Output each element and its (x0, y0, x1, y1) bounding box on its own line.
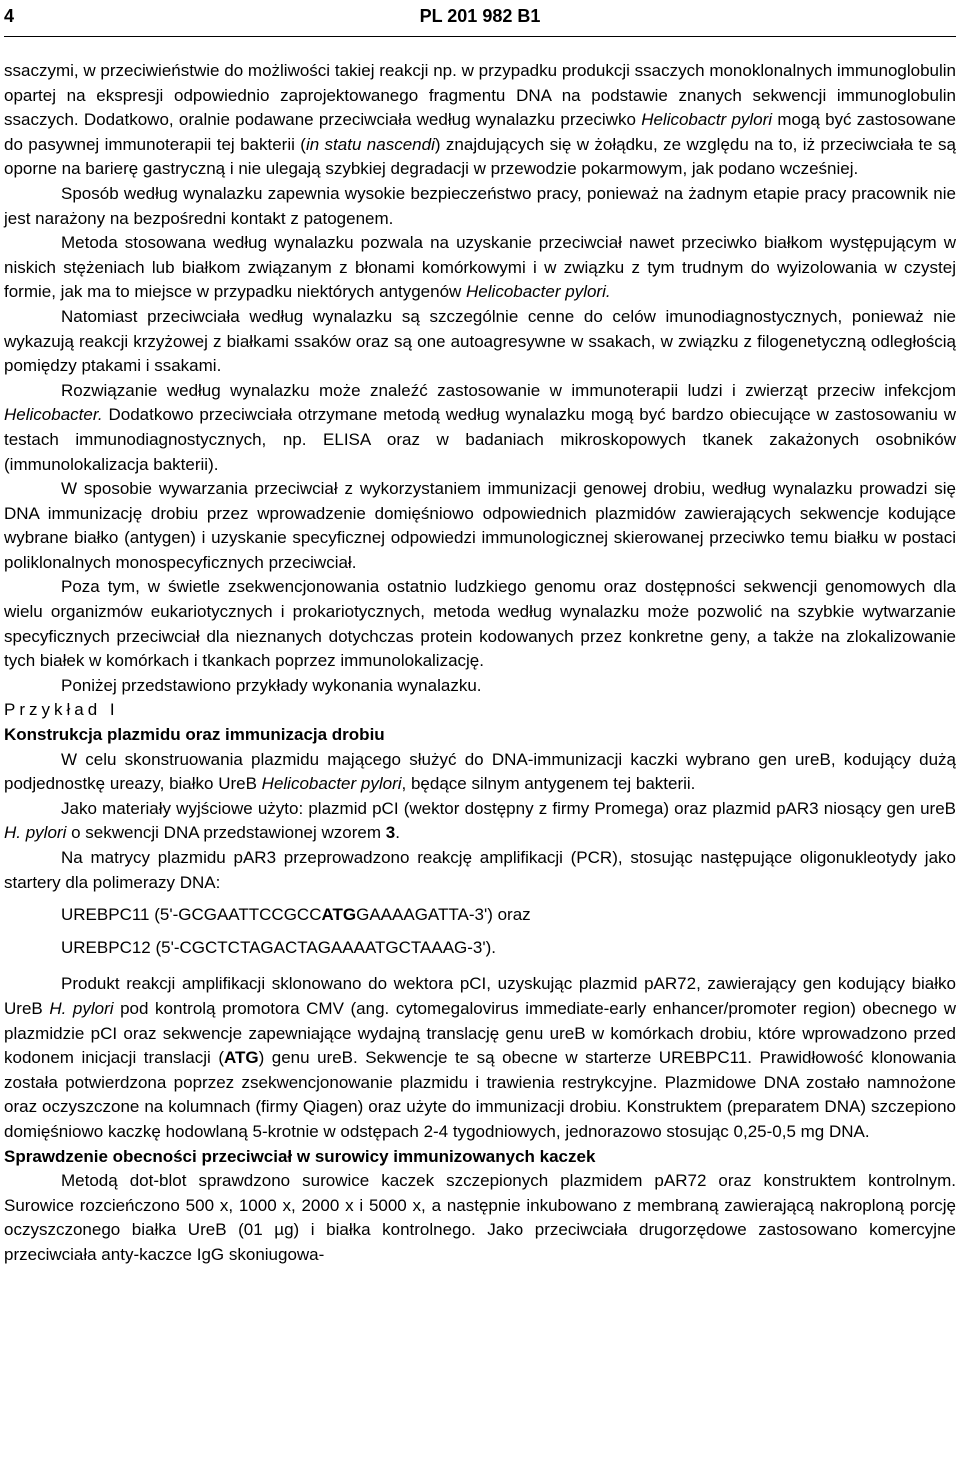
paragraph (4, 379, 956, 477)
paragraph (4, 575, 956, 673)
italic-text: H. pylori (4, 823, 67, 843)
text-run: UREBPC11 (5'-GCGAATTCCGCC (61, 905, 322, 925)
text-run: Dodatkowo przeciwciała otrzymane metodą według wynalazku mogą być bardzo obiecujące w zastosowaniu w testach immunodiagnostycznych, np. ELISA oraz w badaniach mikroskopowych tkanek zakażonych osobników (immunolokalizacja bakterii). (4, 405, 956, 474)
italic-text: Helicobacter pylori (261, 774, 402, 794)
bold-text: ATG (223, 1048, 259, 1068)
paragraph (4, 748, 956, 797)
italic-text: Helicobacter. (4, 405, 103, 425)
italic-text: in statu nascendi (305, 134, 435, 154)
text-run: Poniżej przedstawiono przykłady wykonania wynalazku. (61, 675, 482, 695)
paragraph (4, 972, 956, 1144)
text-run: o sekwencji DNA przedstawionej wzorem (66, 823, 386, 843)
text-run: ) genu ureB. Sekwencje te są obecne w starterze UREBPC11. Prawidłowość klonowania została potwierdzona poprzez zsekwencjonowanie plazmidu i trawienia restrykcyjne. Plazmidowe DNA zostało namnożone oraz oczyszczone na kolumnach (firmy Qiagen) oraz użyte do immunizacji drobiu. Konstruktem (preparatem DNA) szczepiono domięśniowo kaczkę hodowlaną 5-krotnie w odstępach 2-4 tygodniowych, jednorazowo stosując 0,25-0,5 mg DNA. (4, 1048, 956, 1141)
text-run: Natomiast przeciwciała według wynalazku są szczególnie cenne do celów imunodiagnostycznych, ponieważ nie wykazują reakcji krzyżowej z białkami ssaków oraz są one autoagresywne w ssakach, w związku z filogenetyczną odległością pomiędzy ptakami i ssakami. (4, 306, 956, 376)
italic-text: Helicobactr pylori (641, 110, 773, 130)
paragraphs-block-3 (4, 972, 956, 1144)
text-run: mogą być zastosowane do pasywnej immunoterapii tej bakterii ( (4, 110, 957, 154)
text-run: Rozwiązanie według wynalazku może znaleźć zastosowanie w immunoterapii ludzi i zwierząt przeciw infekcjom (61, 380, 956, 400)
text-run: UREBPC12 (5'-CGCTCTAGACTAGAAAATGCTAAAG-3'). (61, 937, 497, 957)
paragraph (4, 231, 956, 305)
text-run: Jako materiały wyjściowe użyto: plazmid pCI (wektor dostępny z firmy Promega) oraz plazmid pAR3 niosący gen ureB (61, 798, 956, 818)
text-run: . (395, 823, 400, 843)
text-run: ) znajdujących się w żołądku, ze względu na to, iż przeciwciała te są oporne na barierę gastryczną i nie ulegają szybkiej degradacji w przewodzie pokarmowym, jak podano wcześniej. (4, 134, 956, 179)
bold-text: ATG (321, 905, 357, 925)
primer-list (4, 903, 956, 960)
patent-id: PL 201 982 B1 (419, 6, 541, 26)
text-run: W sposobie wywarzania przeciwciał z wykorzystaniem immunizacji genowej drobiu, według wynalazku prowadzi się DNA immunizację drobiu przez wprowadzenie domięśniowo odpowiednich plazmidów zawierających sekwencje kodujące wybrane białko (antygen) i uzyskanie specyficznej odpowiedzi immunologicznej skierowanej przeciwko temu białku w postaci poliklonalnych monospecyficznych przeciwciał. (4, 479, 956, 572)
text-run: pod kontrolą promotora CMV (ang. cytomegalovirus immediate-early enhancer/promoter region) obecnego w plazmidzie pCI oraz sekwencje zapewniające wydajną translację genu ureB w komórkach drobiu, które wprowadzono przed kodonem inicjacji translacji ( (4, 998, 956, 1068)
text-run: Metodą dot-blot sprawdzono surowice kaczek szczepionych plazmidem pAR72 oraz konstruktem kontrolnym. Surowice rozcieńczono 500 x, 1000 x, 2000 x i 5000 x, a następnie inkubowano z membraną zawierającą nakroploną porcję oczyszczonego białka UreB (01 µg) i białka kontrolnego. Jako przeciwciała drugorzędowe zastosowano komercyjne przeciwciała anty-kaczce IgG skoniugowa- (4, 1171, 956, 1264)
text-run: , będące silnym antygenem tej bakterii. (401, 774, 696, 794)
primer-sequence (4, 903, 956, 928)
paragraphs-block-4 (4, 1169, 956, 1267)
section-title-1: Konstrukcja plazmidu oraz immunizacja drobiu (4, 725, 385, 745)
italic-text: Helicobacter pylori. (466, 282, 611, 302)
text-run: Sposób według wynalazku zapewnia wysokie bezpieczeństwo pracy, ponieważ na żadnym etapie pracy pracownik nie jest narażony na bezpośredni kontakt z patogenem. (4, 183, 956, 228)
paragraph (4, 305, 956, 379)
paragraph (4, 674, 956, 699)
paragraph (4, 477, 956, 575)
text-run: Na matrycy plazmidu pAR3 przeprowadzono reakcję amplifikacji (PCR), stosując następujące oligonukleotydy jako startery dla polimerazy DNA: (4, 848, 956, 892)
text-run: ssaczymi, w przeciwieństwie do możliwości takiej reakcji np. w przypadku produkcji ssaczych monoklonalnych immunoglobulin opartej na ekspresji odpowiednio zaprojektowanego fragmentu DNA na podstawie znanych sekwencji immunoglobulin ssaczych. Dodatkowo, oralnie podawane przeciwciała według wynalazku przeciwko (4, 61, 956, 130)
text-run: GAAAAGATTA-3') oraz (356, 905, 531, 925)
paragraph (4, 1169, 956, 1267)
primer-sequence (4, 936, 956, 961)
text-run: Produkt reakcji amplifikacji sklonowano do wektora pCI, uzyskując plazmid pAR72, zawierający gen kodujący białko UreB (4, 974, 956, 1018)
page-header (4, 0, 956, 37)
paragraph (4, 846, 956, 895)
text-run: Poza tym, w świetle zsekwencjonowania ostatnio ludzkiego genomu oraz dostępności sekwencji genomowych dla wielu organizmów eukariotycznych i prokariotycznych, metoda według wynalazku może pozwolić na szybkie wytwarzanie specyficznych przeciwciał dla nieznanych dotychczas protein kodowanych przez konkretne geny, a także na zlokalizowanie tych białek w komórkach i tkankach poprzez immunolokalizację. (4, 577, 956, 671)
paragraph (4, 59, 956, 182)
document-body (4, 37, 956, 1268)
paragraph (4, 182, 956, 231)
paragraphs-block-1 (4, 59, 956, 698)
example-heading: Przykład I (4, 700, 119, 720)
bold-text: 3 (385, 823, 396, 843)
text-run: W celu skonstruowania plazmidu mającego służyć do DNA-immunizacji kaczki wybrano gen ureB, kodujący dużą podjednostkę ureazy, białko UreB (4, 749, 956, 794)
section-title-2: Sprawdzenie obecności przeciwciał w surowicy immunizowanych kaczek (4, 1146, 596, 1166)
page-number: 4 (4, 6, 15, 26)
paragraph (4, 797, 956, 846)
paragraphs-block-2 (4, 748, 956, 896)
text-run: Metoda stosowana według wynalazku pozwala na uzyskanie przeciwciał nawet przeciwko białkom występującym w niskich stężeniach lub białkom związanym z błonami komórkowymi i w związku z tym trudnym do wyizolowania w czystej formie, jak ma to miejsce w przypadku niektórych antygenów (4, 233, 956, 302)
italic-text: H. pylori (49, 998, 114, 1018)
